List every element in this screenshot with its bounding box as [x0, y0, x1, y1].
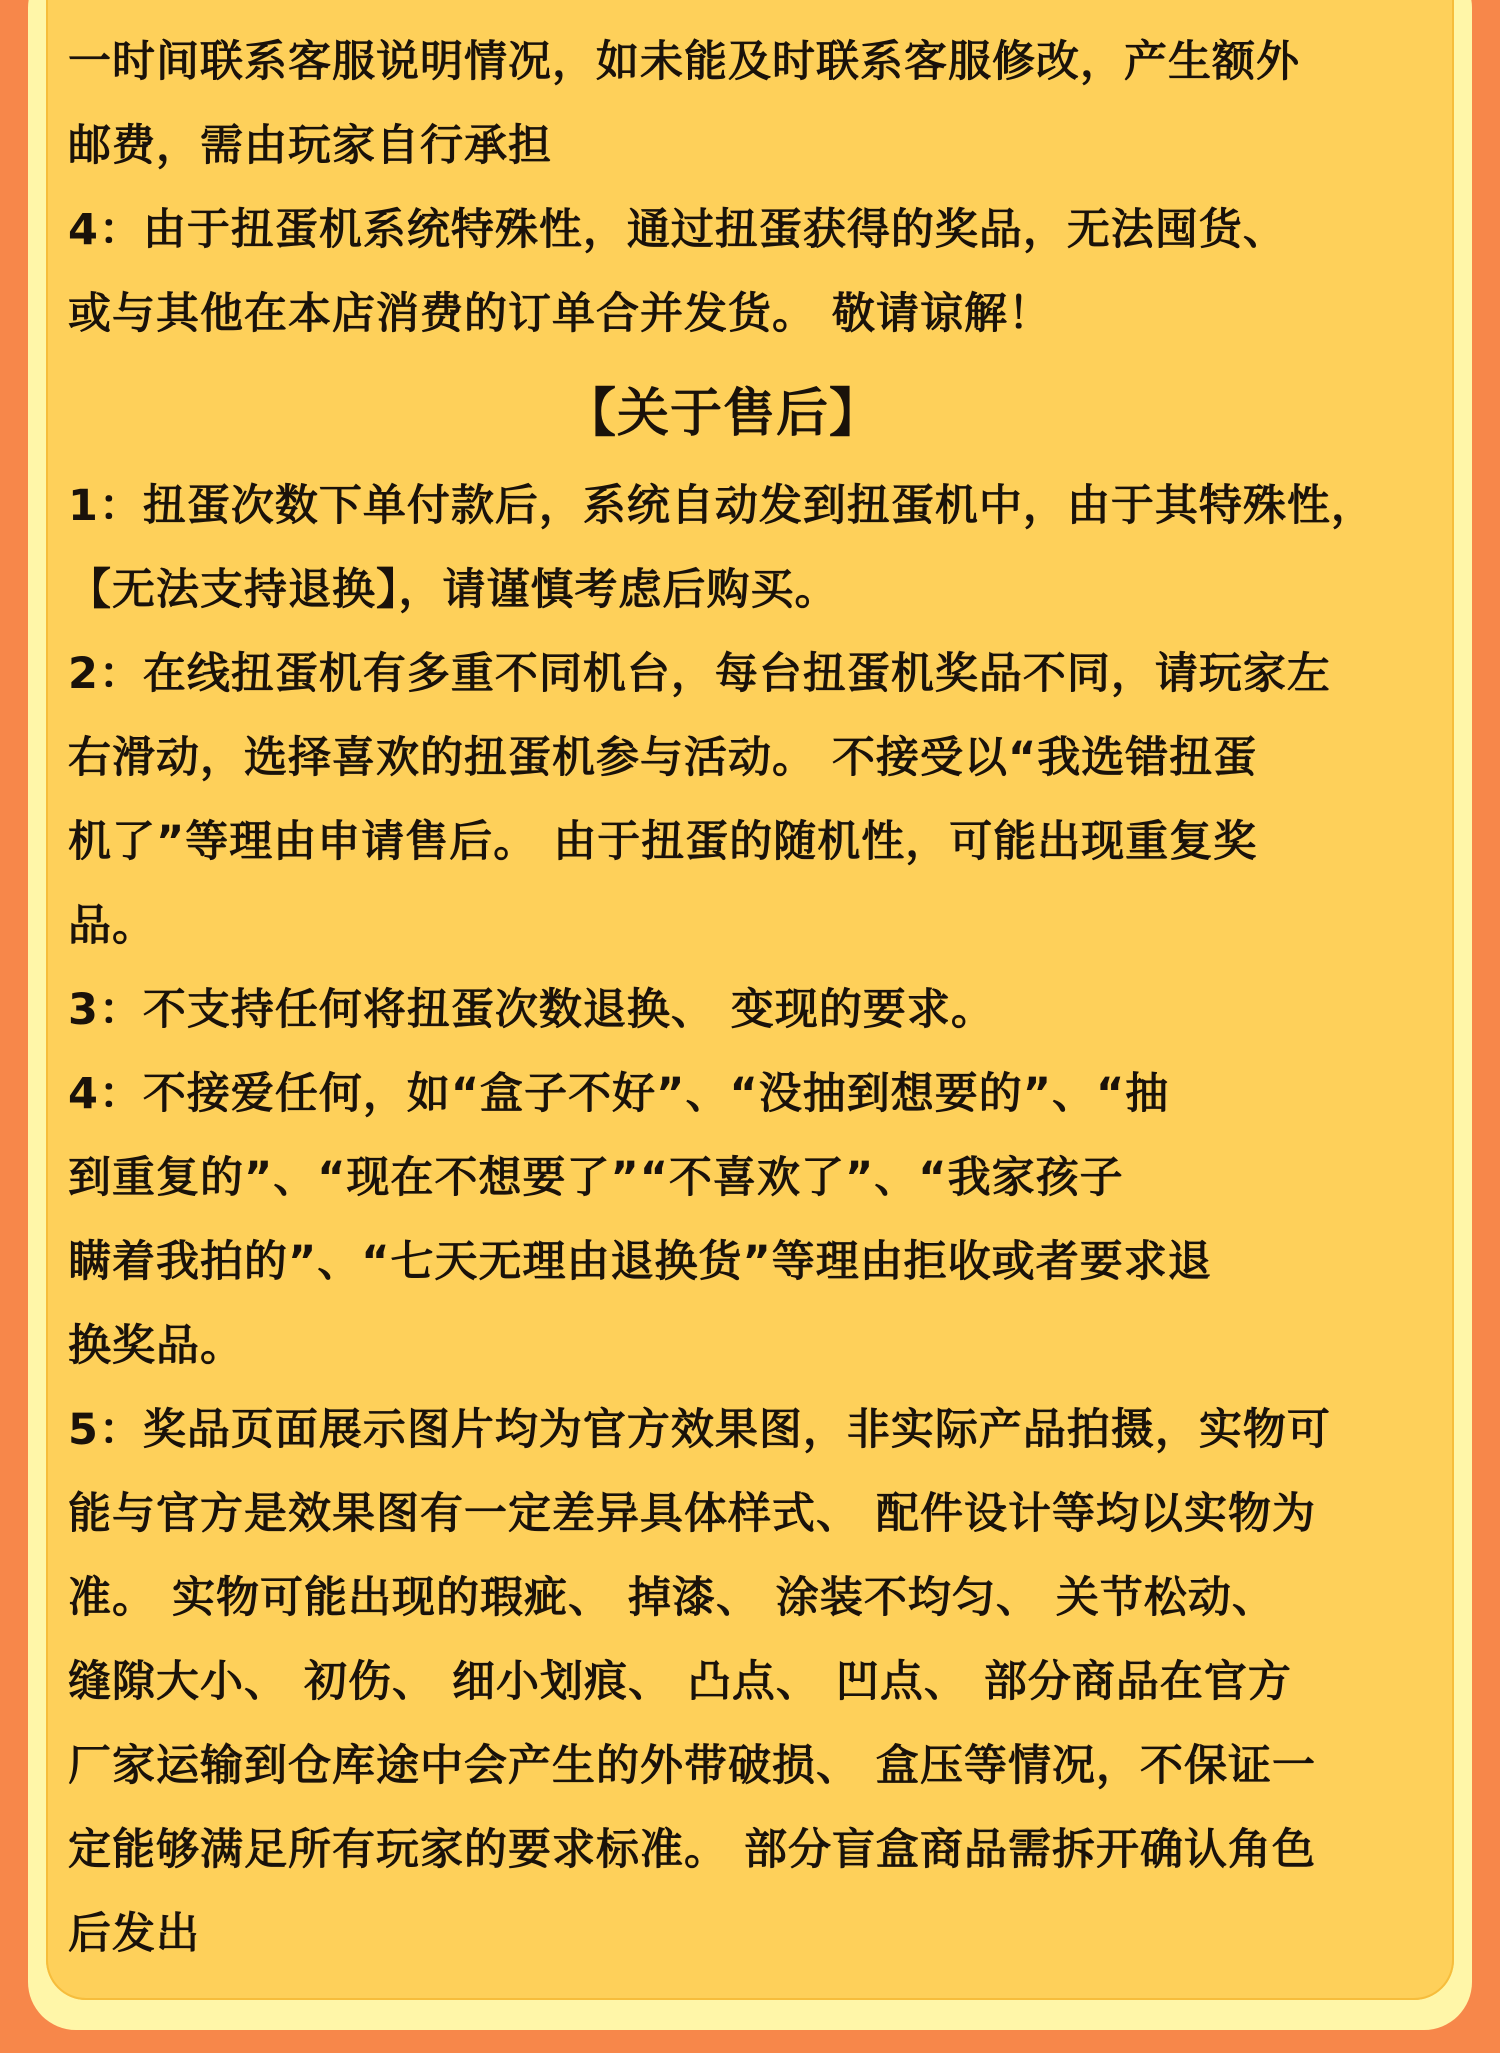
policy-text — [68, 0, 1448, 1976]
aftersale-item-3: 3：不支持任何将扭蛋次数退换、 变现的要求。 — [68, 985, 995, 1035]
aftersale-item-5: 5：奖品页面展示图片均为官方效果图，非实际产品拍摄，实物可 能与官方是效果图有一定差异具体样式、 配件设计等均以实物为 准。 实物可能出现的瑕疵、 掉漆、 涂装不均匀、 关节松动、 缝隙大小、 初伤、 细小划痕、 凸点、 凹点、 部分商品在官方 厂家运输到仓库途中会产生的外带破损、 盒压等情况，不保证一 定能够满足所有玩家的要求标准。 部分盲盒商品需拆开确认角色 后发出 — [68, 1405, 1331, 1959]
shipping-item-3-continued: 一时间联系客服说明情况，如未能及时联系客服修改，产生额外 邮费，需由玩家自行承担 — [68, 37, 1300, 171]
aftersale-item-1: 1：扭蛋次数下单付款后，系统自动发到扭蛋机中，由于其特殊性， 【无法支持退换】，请谨慎考虑后购买。 — [68, 481, 1375, 615]
aftersale-title: 【关于售后】 — [563, 384, 882, 444]
aftersale-item-4: 4：不接爱任何，如“盒子不好”、“没抽到想要的”、“抽 到重复的”、“现在不想要了”“不喜欢了”、“我家孩子 瞒着我拍的”、“七天无理由退换货”等理由拒收或者要求退 换奖品。 — [68, 1069, 1212, 1371]
aftersale-item-2: 2：在线扭蛋机有多重不同机台，每台扭蛋机奖品不同，请玩家左 右滑动，选择喜欢的扭蛋机参与活动。 不接受以“我选错扭蛋 机了”等理由申请售后。 由于扭蛋的随机性，可能出现重复奖 品。 — [68, 649, 1331, 951]
shipping-item-4: 4：由于扭蛋机系统特殊性，通过扭蛋获得的奖品，无法囤货、 或与其他在本店消费的订单合并发货。 敬请谅解！ — [68, 205, 1287, 339]
